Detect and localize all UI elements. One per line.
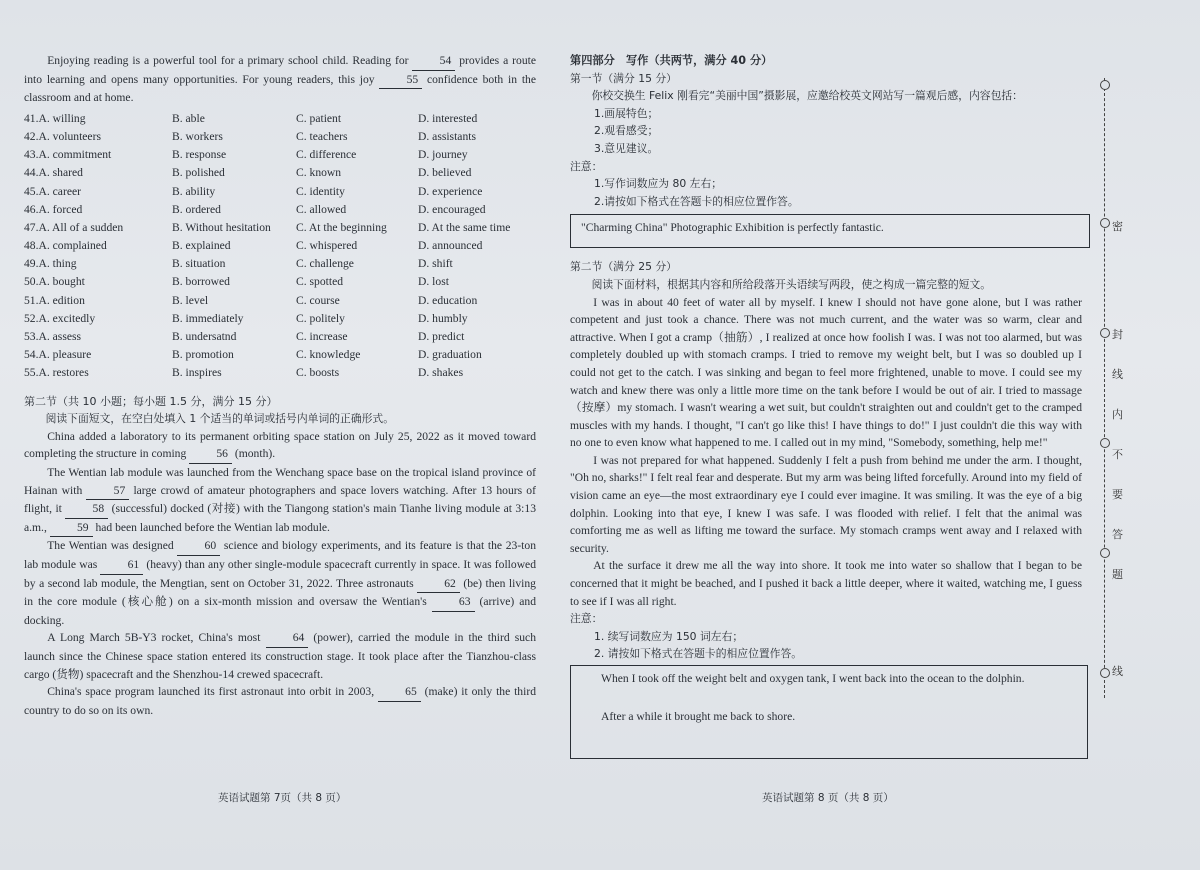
binding-dashed-line [1104, 78, 1105, 698]
binding-char: 不 [1112, 448, 1123, 461]
option-choice: D. believed [418, 166, 472, 180]
binding-hole [1100, 668, 1110, 678]
blank-57: 57 [86, 482, 129, 501]
option-choice: C. challenge [296, 257, 354, 271]
blank-55: 55 [379, 71, 422, 90]
passage-paragraph-4: A Long March 5B-Y3 rocket, China's most 64 (power), carried the module in the third such launch since the Chinese space station entered its construction stage. It took place after the Tianzhou-class cargo (货物) spacecraft and the Shenzhou-14 crewed spacecraft. [24, 631, 537, 681]
story-paragraph-2: I was not prepared for what happened. Suddenly I felt a push from behind me under the arm. I thought, "Oh no, sharks!" I felt real fear and desperate. But my arm was being lifted forcefully. Around into my field of vision came an eye—the most extraordinary eye I could ever imagine. It was smiling. It was the eye of a big dolphin. Looking into that eye, I knew I was safe. I was flooded with relief. I felt that the animal was comforting me as well as lifting me toward the surface. My stomach cramps went away and I relaxed with security. [570, 453, 1082, 555]
option-choice: C. known [296, 166, 342, 180]
cloze-ending-paragraph: Enjoying reading is a powerful tool for a primary school child. Reading for 54 provides a route into learning and opens many opportunities. For young readers, this joy 55 confidence both in the classroom and at home. [24, 54, 536, 105]
option-choice: 52.A. excitedly [24, 311, 96, 325]
option-choice: B. inspires [172, 366, 222, 380]
option-choice: 50.A. bought [24, 275, 85, 289]
option-choice: C. knowledge [296, 348, 361, 362]
option-choice: C. difference [296, 148, 357, 162]
option-row [24, 364, 536, 382]
binding-line [1098, 78, 1128, 698]
blank-54: 54 [412, 52, 455, 71]
option-choice: 44.A. shared [24, 166, 83, 180]
page-7 [24, 52, 536, 812]
option-choice: C. teachers [296, 129, 348, 143]
option-choice: D. encouraged [418, 202, 486, 216]
option-row [24, 183, 536, 201]
blank-63: 63 [432, 593, 475, 612]
option-choice: B. explained [172, 239, 231, 253]
option-choice: B. polished [172, 166, 225, 180]
box-1-opening-line: "Charming China" Photographic Exhibition is perfectly fantastic. [581, 221, 884, 235]
option-choice: C. patient [296, 111, 342, 125]
option-choice: D. shakes [418, 366, 464, 380]
option-choice: 47.A. All of a sudden [24, 220, 124, 234]
option-choice: B. able [172, 111, 205, 125]
list-item: 1.写作词数应为 80 左右； [594, 177, 723, 191]
answer-format-box-1 [570, 214, 1090, 248]
option-choice: B. ability [172, 184, 216, 198]
option-choice: C. boosts [296, 366, 340, 380]
note-label: 注意： [570, 159, 603, 173]
option-choice: 46.A. forced [24, 202, 83, 216]
blank-58: 58 [65, 500, 108, 519]
option-choice: B. promotion [172, 348, 234, 362]
option-choice: D. assistants [418, 129, 476, 143]
binding-hole [1100, 328, 1110, 338]
page-8 [570, 52, 1082, 812]
list-item: 2. 请按如下格式在答题卡的相应位置作答。 [594, 647, 803, 661]
option-row [24, 110, 536, 128]
writing-notes-2 [594, 628, 1082, 663]
option-choice: D. announced [418, 239, 483, 253]
content-points [594, 105, 1082, 158]
option-choice: D. graduation [418, 348, 482, 362]
writing-section-1-title: 第一节（满分 15 分） [570, 71, 677, 85]
binding-hole [1100, 548, 1110, 558]
option-choice: D. journey [418, 148, 468, 162]
option-choice: 43.A. commitment [24, 148, 112, 162]
option-row [24, 146, 536, 164]
option-choice: 48.A. complained [24, 239, 107, 253]
option-choice: 49.A. thing [24, 257, 77, 271]
option-choice: D. shift [418, 257, 453, 271]
page-8-footer: 英语试题第 8 页（共 8 页） [762, 792, 894, 804]
list-item: 2.观看感受； [594, 124, 659, 138]
option-choice: 53.A. assess [24, 330, 82, 344]
option-row [24, 346, 536, 364]
option-choice: B. Without hesitation [172, 220, 271, 234]
passage-paragraph-2: The Wentian lab module was launched from the Wenchang space base on the tropical island province of Hainan with 57 large crowd of amateur photographers and space lovers watching. After 13 hours of flight, it 58 (successful) docked (对接) with the Tiangong station's main Tianhe living module at 3:13 a.m., 59 had been launched before the Wentian lab module. [24, 464, 536, 537]
option-choice: B. ordered [172, 202, 221, 216]
binding-char: 密 [1112, 220, 1123, 233]
option-choice: D. lost [418, 275, 449, 289]
blank-64: 64 [266, 629, 309, 648]
option-choice: 51.A. edition [24, 293, 85, 307]
option-choice: D. interested [418, 111, 478, 125]
blank-56: 56 [189, 445, 232, 464]
option-choice: C. identity [296, 184, 345, 198]
option-row [24, 237, 536, 255]
option-choice: C. whispered [296, 239, 358, 253]
option-row [24, 255, 536, 273]
option-choice: B. workers [172, 129, 223, 143]
binding-char: 内 [1112, 408, 1123, 421]
option-choice: B. immediately [172, 311, 244, 325]
binding-hole [1100, 218, 1110, 228]
passage-paragraph-1: China added a laboratory to its permanent orbiting space station on July 25, 2022 as it moved toward completing the structure in coming 56 (month). [24, 428, 536, 464]
option-choice: C. At the beginning [296, 220, 387, 234]
option-choice: D. predict [418, 330, 465, 344]
writing-section-2-instructions: 阅读下面材料，根据其内容和所给段落开头语续写两段，使之构成一篇完整的短文。 [591, 277, 992, 291]
option-choice: 45.A. career [24, 184, 81, 198]
binding-char: 题 [1112, 568, 1123, 581]
option-row [24, 310, 536, 328]
cloze-options-table [24, 110, 536, 383]
binding-char: 封 [1112, 328, 1123, 341]
box-2-paragraph-2-start: After a while it brought me back to shore. [601, 709, 796, 723]
blank-59: 59 [50, 519, 93, 538]
option-choice: B. situation [172, 257, 226, 271]
part-4-title: 第四部分 写作（共两节，满分 40 分） [570, 54, 773, 67]
option-choice: 41.A. willing [24, 111, 86, 125]
option-choice: B. undersatnd [172, 330, 237, 344]
option-row [24, 273, 536, 291]
option-choice: D. experience [418, 184, 483, 198]
option-row [24, 201, 536, 219]
option-choice: 42.A. volunteers [24, 129, 101, 143]
binding-char: 要 [1112, 488, 1123, 501]
passage-paragraph-5: China's space program launched its first astronaut into orbit in 2003, 65 (make) it only the third country to do so on its own. [24, 685, 536, 717]
option-choice: C. politely [296, 311, 345, 325]
option-choice: D. humbly [418, 311, 468, 325]
list-item: 2.请按如下格式在答题卡的相应位置作答。 [594, 194, 799, 208]
binding-char: 线 [1112, 665, 1123, 678]
option-row [24, 292, 536, 310]
option-row [24, 128, 536, 146]
writing-section-2-title: 第二节（满分 25 分） [570, 260, 677, 274]
option-row [24, 164, 536, 182]
binding-char: 线 [1112, 368, 1123, 381]
option-choice: C. course [296, 293, 340, 307]
blank-65: 65 [378, 683, 421, 702]
section-2-title: 第二节（共 10 小题；每小题 1.5 分，满分 15 分） [24, 394, 278, 408]
blank-62: 62 [417, 575, 460, 594]
blank-60: 60 [177, 537, 220, 556]
option-choice: 55.A. restores [24, 366, 89, 380]
option-choice: 54.A. pleasure [24, 348, 92, 362]
binding-char: 答 [1112, 528, 1123, 541]
option-choice: D. At the same time [418, 220, 511, 234]
section-2-instructions: 阅读下面短文，在空白处填入 1 个适当的单词或括号内单词的正确形式。 [45, 412, 395, 426]
answer-format-box-2 [570, 665, 1088, 759]
list-item: 3.意见建议。 [594, 141, 659, 155]
list-item: 1.画展特色； [594, 106, 659, 120]
blank-61: 61 [100, 556, 143, 575]
option-choice: B. response [172, 148, 227, 162]
writing-notes-1 [594, 175, 1082, 210]
binding-hole [1100, 80, 1110, 90]
option-choice: B. borrowed [172, 275, 230, 289]
passage-paragraph-3: The Wentian was designed 60 science and biology experiments, and its feature is that the 23-ton lab module was 61 (heavy) than any other single-module spacecraft currently in space. It was followed by a second lab module, the Mengtian, sent on October 31, 2022. Three astronauts 62 (be) then living in the core module (核心舱) on a six-month mission and oversaw the Wentian's 63 (arrive) and docking. [24, 539, 537, 627]
option-choice: C. spotted [296, 275, 344, 289]
binding-hole [1100, 438, 1110, 448]
option-choice: D. education [418, 293, 478, 307]
option-row [24, 219, 536, 237]
writing-section-1-instructions: 你校交换生 Felix 刚看完“美丽中国”摄影展，应邀给校英文网站写一篇观后感，内容包括： [591, 89, 1023, 103]
story-paragraph-3: At the surface it drew me all the way into shore. It took me into water so shallow that I began to be concerned that it might be beached, and I pushed it back a little deeper, where it waited, watching me, I guess to see if I was all right. [570, 559, 1082, 608]
list-item: 1. 续写词数应为 150 词左右； [594, 629, 744, 643]
page-7-footer: 英语试题第 7页（共 8 页） [218, 792, 347, 804]
option-choice: C. allowed [296, 202, 347, 216]
box-2-paragraph-1-start: When I took off the weight belt and oxygen tank, I went back into the ocean to the dolphin. [601, 672, 1025, 685]
option-row [24, 328, 536, 346]
option-choice: B. level [172, 293, 209, 307]
option-choice: C. increase [296, 330, 348, 344]
note-label-2: 注意： [570, 612, 603, 626]
story-paragraph-1: I was in about 40 feet of water all by myself. I knew I should not have gone alone, but I was rather competent and just took a chance. There was not much current, and the water was so warm, clear and attractive. When I got a cramp（抽筋）, I realized at once how foolish I was. I was not too alarmed, but was completely doubled up with stomach cramps. I tried to remove my weight belt, but I was so doubled up I could not get to the catch. I was sinking and began to feel more frightened, unable to move. I could see my watch and knew there was only a little more time on the tank before I would be out of air. I tried to massage（按摩）my stomach. I wasn't wearing a wet suit, but couldn't straighten out and couldn't get to the cramped muscles with my hands. I thought, "I can't go like this! I have things to do!" I just couldn't die this way with no one to even know what happened to me. I called out in my mind, "Somebody, something, help me!" [570, 295, 1082, 450]
